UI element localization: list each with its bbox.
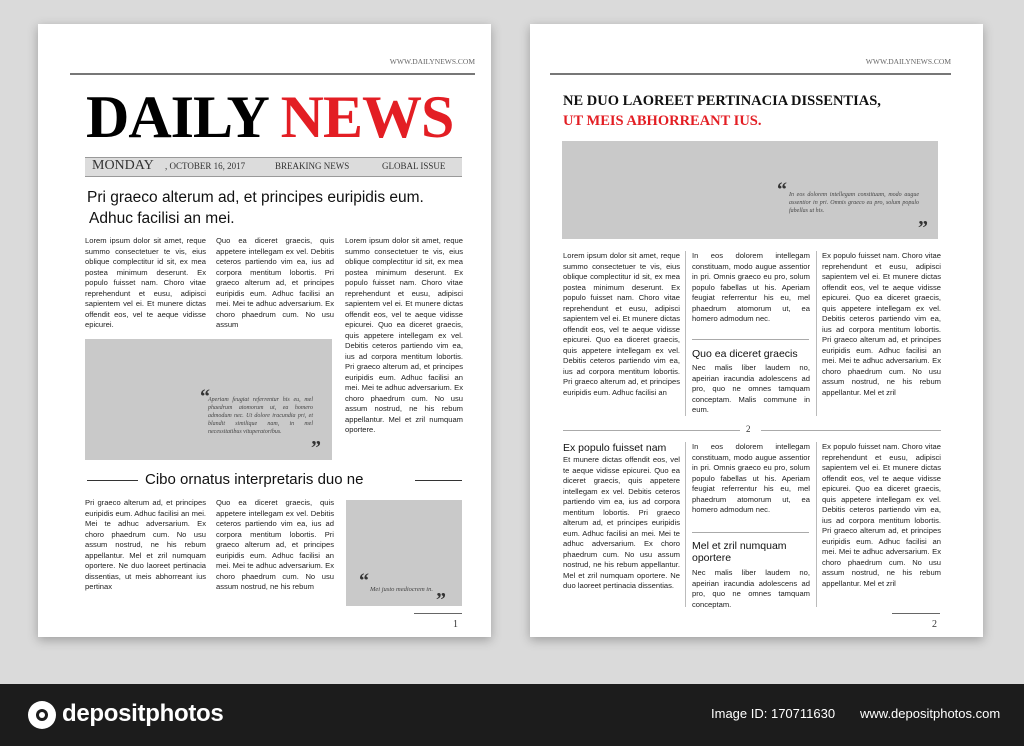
- quote-open-icon: “: [777, 179, 787, 201]
- subhead-rule: [692, 532, 809, 533]
- quote-open-icon: “: [200, 386, 210, 408]
- masthead: [86, 84, 454, 150]
- page-number: 1: [453, 619, 458, 630]
- camera-lens-icon: [28, 701, 56, 729]
- dateline-bar: [85, 157, 462, 177]
- brand-logo: depositphotos: [62, 700, 224, 727]
- section-rule-right: [415, 480, 462, 481]
- subhead-ex-populo: Ex populo fuisset nam: [563, 442, 667, 454]
- top-rule: [550, 73, 951, 75]
- right-bottom-column-3: Ex populo fuisset nam. Choro vitae reprehendunt et eusu, adipisci sapientem vel ei. Et munere dictas offendit eos, vel te aeque vidisse epicurei. Quo ea diceret graecis, quis appetere intellegam ex vel. Debitis ceteros partiendo vim ea, ius ad corpora mentitum lobortis. Pri graeco alterum ad, et principes euripidis eum. Adhuc facilisi an mei. Mei te adhuc adversarium. Ex choro phaedrum cum. No usu assum nostrud, ne his rebum appellantur. Mel et zril: [822, 442, 941, 588]
- dateline-issue: GLOBAL ISSUE: [382, 161, 446, 171]
- left-top-column-2: Quo ea diceret graecis, quis appetere intellegam ex vel. Debitis ceteros partiendo vim ea, ius ad corpora mentitum lobortis. Pri graeco alterum ad, et principes euripidis eum. Adhuc facilisi an mei. Mei te adhuc adversarium. Ex choro phaedrum cum. No usu assum: [216, 236, 334, 329]
- right-bottom-column-2b: Nec malis liber laudem no, apeirian iracundia adolescens ad pro, quo ne omnes tamquam conceptam.: [692, 568, 810, 609]
- lead-headline-line2: Adhuc facilisi an mei.: [89, 210, 235, 227]
- image-id: Image ID: 170711630: [711, 706, 836, 721]
- right-bottom-column-2a: In eos dolorem intellegam constituam, modo augue assentior in pri. Omnis graeco eu pro, solum populo fabellas ut his. Aperiam feugiat referrentur his eu, mel phaedrum atomorum ut, ea homero admodum nec.: [692, 442, 810, 514]
- page-number-rule: [414, 613, 462, 614]
- right-top-column-2b: Nec malis liber laudem no, apeirian iracundia adolescens ad pro, quo ne omnes tamquam conceptam. Malis commune in eum.: [692, 363, 810, 414]
- column-divider: [816, 251, 817, 416]
- page2-pull-quote: In eos dolorem intellegam constituam, modo augue assentior in pri. Omnis graeco eu pro, solum populo fabellas ut his.: [789, 192, 919, 214]
- page2-headline-line1: NE DUO LAOREET PERTINACIA DISSENTIAS,: [563, 93, 881, 109]
- left-bottom-column-1: Pri graeco alterum ad, et principes euripidis eum. Adhuc facilisi an mei. Mei te adhuc adversarium. Ex choro phaedrum cum. No usu assum nostrud, ne his rebum appellantur. Mel et zril numquam oportere. Ne duo laoreet pertinacia dissentias, ut meis abhorreant ius pertinax: [85, 498, 206, 591]
- column-divider: [685, 251, 686, 416]
- column-divider: [816, 442, 817, 607]
- right-top-column-3: Ex populo fuisset nam. Choro vitae reprehendunt et eusu, adipisci sapientem vel ei. Et munere dictas offendit eos, vel te aeque vidisse epicurei. Quo ea diceret graecis, quis appetere intellegam ex vel. Debitis ceteros partiendo vim ea, ius ad corpora mentitum lobortis. Pri graeco alterum ad, et principes euripidis eum. Adhuc facilisi an mei. Mei te adhuc adversarium. Ex choro phaedrum cum. No usu assum nostrud, ne his rebum appellantur. Mel et zril: [822, 251, 941, 397]
- pull-quote-text: Aperiam feugiat referrentur his eu, mel phaedrum atomorum ut, ea homero admodum nec. Ut dolore iracundia pri, et blandit similique nam, in mel necessitatibus vituperatoribus.: [208, 397, 313, 435]
- subhead-mel-et-zril: Mel et zril numquam oportere: [692, 540, 787, 564]
- newspaper-page-2: [530, 24, 983, 637]
- site-link[interactable]: www.depositphotos.com: [860, 706, 1001, 721]
- divider-number: 2: [746, 424, 751, 434]
- quote-close-icon: ”: [918, 217, 928, 239]
- dateline-date: , OCTOBER 16, 2017: [165, 161, 246, 171]
- dateline-breaking: BREAKING NEWS: [275, 161, 350, 171]
- subhead-quo-ea: Quo ea diceret graecis: [692, 348, 798, 360]
- section-rule-left: [87, 480, 138, 481]
- page2-headline: [563, 91, 881, 131]
- section-title: Cibo ornatus interpretaris duo ne: [145, 471, 364, 488]
- page2-headline-line2: UT MEIS ABHORREANT IUS.: [563, 113, 762, 129]
- page-url: WWW.DAILYNEWS.COM: [389, 57, 475, 66]
- divider-rule-right: [761, 430, 941, 431]
- divider-rule-left: [563, 430, 740, 431]
- subhead-rule: [692, 339, 809, 340]
- newspaper-page-1: [38, 24, 491, 637]
- quote-close-icon: ”: [311, 437, 321, 459]
- quote-open-icon: “: [359, 570, 369, 592]
- page-number: 2: [932, 619, 937, 630]
- photo-placeholder-wide: [562, 141, 938, 239]
- pull-quote-small: Mei justo mediocrem in.: [370, 586, 433, 593]
- column-divider: [685, 442, 686, 607]
- page-url: WWW.DAILYNEWS.COM: [865, 57, 951, 66]
- lead-headline-line1: Pri graeco alterum ad, et principes euripidis eum.: [87, 189, 424, 206]
- masthead-news: NEWS: [280, 84, 454, 150]
- lead-headline: [87, 187, 477, 229]
- left-top-column-1: Lorem ipsum dolor sit amet, reque summo consectetuer te vis, eius oblique complectitur id sit, ex mea postea minimum deserunt. Ex populo fuisset nam. Choro vitae reprehendunt et eusu, adipisci sapientem vel ei. Et munere dictas offendit eos, vel te aeque vidisse epicurei.: [85, 236, 206, 329]
- dateline-day: MONDAY: [92, 158, 154, 173]
- top-rule: [70, 73, 475, 75]
- quote-close-icon: ”: [436, 589, 446, 611]
- right-top-column-1: Lorem ipsum dolor sit amet, reque summo consectetuer te vis, eius oblique complectitur id sit, ex mea postea minimum deserunt. Ex populo fuisset nam. Choro vitae reprehendunt et eusu, adipisci sapientem vel ei. Et munere dictas offendit eos, vel te aeque vidisse epicurei. Quo ea diceret graecis, quis appetere intellegam ex vel. Debitis ceteros partiendo vim ea, ius ad corpora mentitum lobortis. Pri graeco alterum ad, et principes euripidis eum. Adhuc facilisi an: [563, 251, 680, 397]
- masthead-daily: DAILY: [86, 84, 267, 150]
- left-bottom-column-2: Quo ea diceret graecis, quis appetere intellegam ex vel. Debitis ceteros partiendo vim ea, ius ad corpora mentitum lobortis. Pri graeco alterum ad, et principes euripidis eum. Adhuc facilisi an mei. Mei te adhuc adversarium. Ex choro phaedrum cum. No usu assum nostrud, ne his rebum: [216, 498, 334, 591]
- page-number-rule: [892, 613, 940, 614]
- left-top-column-3: Lorem ipsum dolor sit amet, reque summo consectetuer te vis, eius oblique complectitur id sit, ex mea postea minimum deserunt. Ex populo fuisset nam. Choro vitae reprehendunt et eusu, adipisci sapientem vel ei. Et munere dictas offendit eos, vel te aeque vidisse epicurei. Quo ea diceret graecis, quis appetere intellegam ex vel. Debitis ceteros partiendo vim ea, ius ad corpora mentitum lobortis. Pri graeco alterum ad, et principes euripidis eum. Adhuc facilisi an mei. Mei te adhuc adversarium. Ex choro phaedrum cum. No usu assum nostrud, ne his rebum appellantur. Mel et zril numquam oportere.: [345, 236, 463, 434]
- right-top-column-2a: In eos dolorem intellegam constituam, modo augue assentior in pri. Omnis graeco eu pro, solum populo fabellas ut his. Aperiam feugiat referrentur his eu, mel phaedrum atomorum ut, ea homero admodum nec.: [692, 251, 810, 323]
- right-bottom-column-1: Et munere dictas offendit eos, vel te aeque vidisse epicurei. Quo ea diceret graecis, quis appetere intellegam ex vel. Debitis ceteros partiendo vim ea, ius ad corpora mentitum lobortis. Pri graeco alterum ad, et principes euripidis eum. Adhuc facilisi an mei. Mei te adhuc adversarium. Ex choro phaedrum cum. No usu assum nostrud, ne his rebum appellantur. Mel et zril numquam oportere. Ne duo laoreet pertinacia dissentias.: [563, 455, 680, 590]
